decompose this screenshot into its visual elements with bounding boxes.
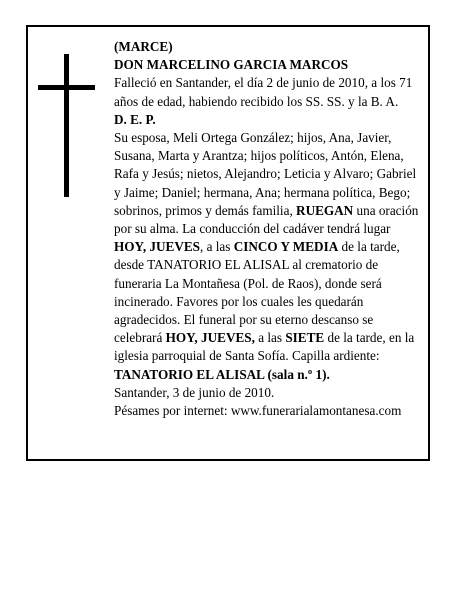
death-statement: Falleció en Santander, el día 2 de junio de 2010, a los 71 años de edad, habiendo recibido los SS. SS. y la B. A. [114, 75, 413, 109]
text-segment: a las [254, 330, 286, 346]
rip-line: D. E. P. [114, 111, 156, 127]
cross-icon-bar [38, 85, 95, 90]
family-list: Su esposa, Meli Ortega González; hijos, Ana, Javier, Susana, Marta y Arantza; hijos políticos, Antón, Elena, Rafa y Jesús; nietos, Alejandro; Leticia y Alvaro; Gabriel y Jaime; Daniel; hermana, Ana; hermana política, Bego; sobrinos, primos y demás familia, [114, 130, 417, 218]
condolences-line: Pésames por internet: www.funerarialamontanesa.com [114, 403, 402, 419]
funeral-paragraph [114, 129, 422, 384]
text-segment: de la tarde, desde TANATORIO EL ALISAL al crematorio de funeraria La Montañesa (Pol. de Raos), donde será incinerado. Favores por los cuales les quedarán agradecidos. El funeral por su eterno descanso se celebrará [114, 239, 400, 346]
time-highlight: SIETE [285, 330, 325, 346]
time-highlight: CINCO Y MEDIA [233, 239, 339, 255]
ruegan-word: RUEGAN [296, 202, 354, 218]
text-segment: una oración por su alma. La conducción del cadáver tendrá lugar [114, 202, 419, 237]
cross-icon [64, 54, 69, 197]
alias-line: (MARCE) [114, 39, 173, 54]
obituary-text [114, 38, 422, 420]
date-line: Santander, 3 de junio de 2010. [114, 384, 275, 400]
text-segment: de la tarde, en la iglesia parroquial de Santa Sofía. Capilla ardiente: [114, 330, 415, 364]
day-highlight: HOY, JUEVES, [165, 330, 255, 346]
chapel-location: TANATORIO EL ALISAL (sala n.º 1). [114, 366, 330, 382]
day-highlight: HOY, JUEVES [114, 239, 200, 255]
text-segment: , a las [200, 239, 234, 255]
deceased-name: DON MARCELINO GARCIA MARCOS [114, 57, 349, 73]
